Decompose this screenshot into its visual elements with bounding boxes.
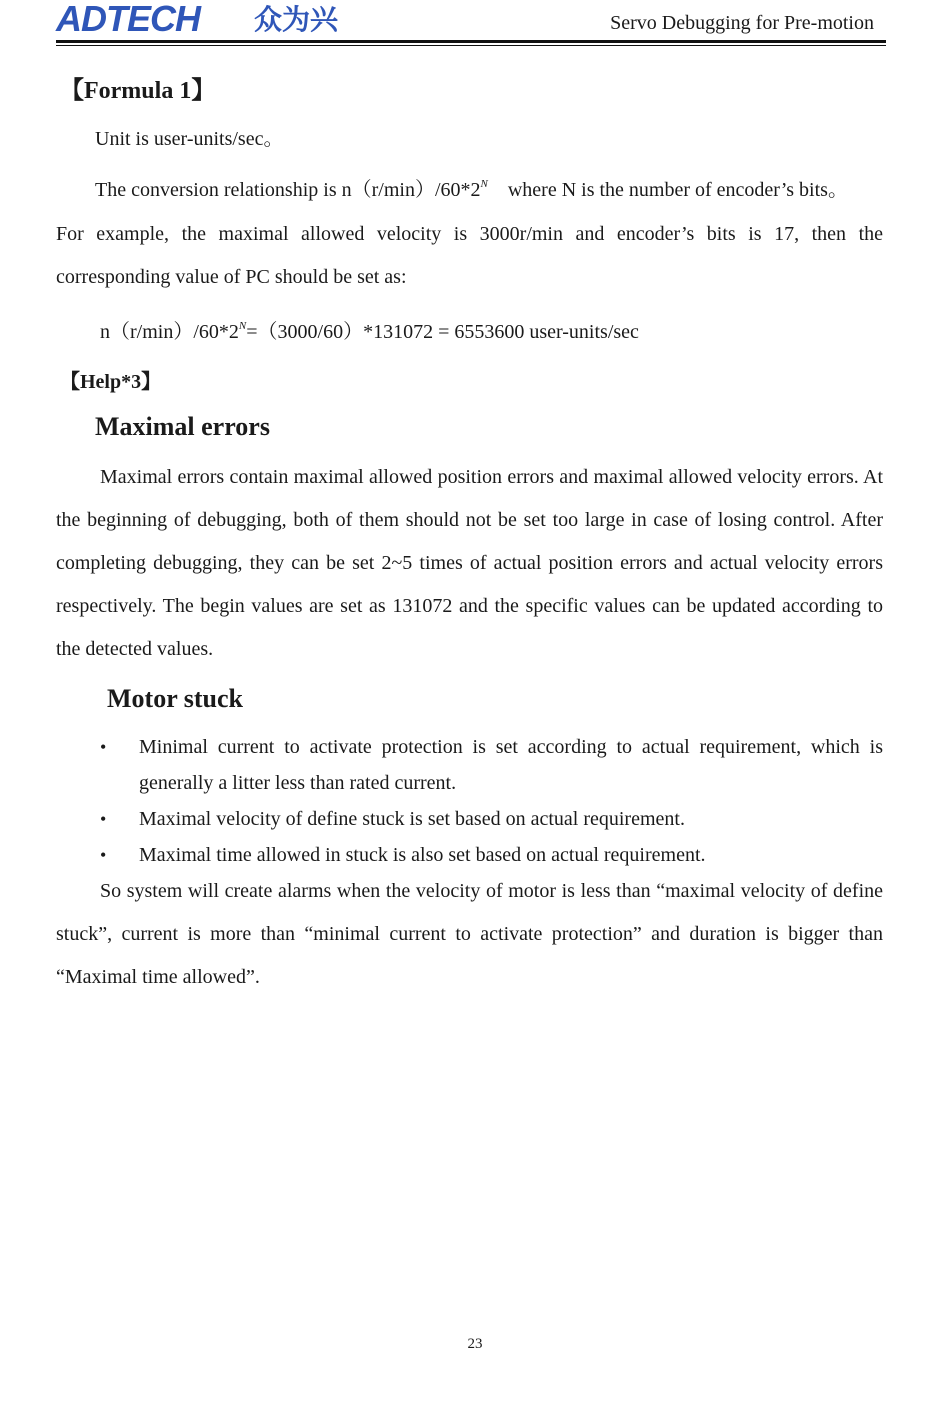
bullet-icon: • (100, 845, 107, 865)
page-number: 23 (467, 1336, 483, 1352)
header-rule-thick (56, 40, 886, 43)
bullet-icon: • (100, 809, 107, 829)
example-paragraph: For example, the maximal allowed velocity is 3000r/min and encoder’s bits is 17, then the corresponding value of PC should be set as: (56, 223, 883, 288)
unit-line: Unit is user-units/sec。 (95, 128, 284, 150)
motor-stuck-list (100, 729, 883, 873)
header-rule-thin (56, 45, 886, 46)
stuck-alarm-paragraph: So system will create alarms when the velocity of motor is less than “maximal velocity of define stuck”, current is more than “minimal current to activate protection” and duration is bigger than “Maximal time allowed”. (56, 880, 883, 988)
conversion-line (95, 173, 848, 202)
list-item (100, 801, 883, 837)
list-item (100, 729, 883, 801)
list-item-text: Maximal velocity of define stuck is set based on actual requirement. (139, 808, 685, 830)
calculation-line (100, 315, 639, 344)
list-item-text: Maximal time allowed in stuck is also set based on actual requirement. (139, 844, 706, 866)
formula1-heading: 【Formula 1】 (60, 78, 216, 104)
conversion-text-post: where N is the number of encoder’s bits。 (507, 179, 848, 201)
calculation-text-pre: n（r/min）/60*2 (100, 321, 239, 343)
maximal-errors-paragraph: Maximal errors contain maximal allowed position errors and maximal allowed velocity errors. At the beginning of debugging, both of them should not be set too large in case of losing control. After completing debugging, they can be set 2~5 times of actual position errors and actual velocity errors respectively. The begin values are set as 131072 and the specific values can be updated according to the detected values. (56, 466, 883, 660)
list-item (100, 837, 883, 873)
calculation-exponent: N (238, 320, 247, 332)
logo-chinese-text: 众为兴 (254, 3, 339, 36)
maximal-errors-heading: Maximal errors (95, 412, 270, 441)
conversion-text-pre: The conversion relationship is n（r/min）/60*2 (95, 179, 481, 201)
bullet-icon: • (100, 737, 107, 757)
help3-heading: 【Help*3】 (60, 371, 162, 393)
calculation-text-post: =（3000/60）*131072 = 6553600 user-units/sec (246, 321, 639, 343)
logo-latin-text: ADTECH (56, 0, 200, 39)
list-item-text: Minimal current to activate protection is set according to actual requirement, which is generally a litter less than rated current. (139, 736, 883, 794)
header-title: Servo Debugging for Pre-motion (610, 12, 874, 34)
conversion-exponent: N (480, 178, 488, 190)
motor-stuck-heading: Motor stuck (107, 684, 244, 713)
